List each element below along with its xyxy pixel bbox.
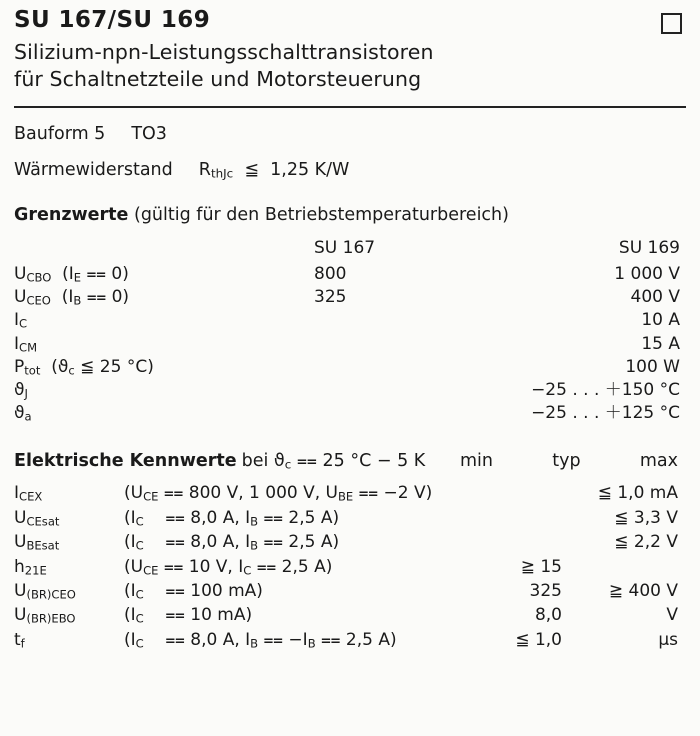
package-label: Bauform 5 <box>14 124 106 145</box>
col-header-max: max <box>639 451 678 472</box>
param-symbol: $h_{21E}$ <box>14 556 47 578</box>
electrical-table <box>14 482 686 653</box>
electrical-heading-cond: bei $ϑ_c$ ⩵ 25 °C − 5 K <box>241 451 426 472</box>
electrical-heading-bold: Elektrische Kennwerte <box>14 451 237 472</box>
param-condition: ($I_C$ ⩵ 8,0 A, $I_B$ ⩵ 2,5 A) <box>124 507 340 529</box>
package-value: TO3 <box>131 124 167 145</box>
limit-symbol-cell <box>14 333 314 356</box>
limit-symbol: $U_{CEO}$ <box>14 287 51 308</box>
param-condition: ($I_C$ ⩵ 100 mA) <box>124 581 263 602</box>
table-row <box>14 482 686 506</box>
param-condition: ($I_C$ ⩵ 8,0 A, $I_B$ ⩵ 2,5 A) <box>124 532 340 553</box>
param-max-value: ≦ 1,0 mA <box>597 483 678 504</box>
subtitle-line-2: für Schaltnetzteile und Motorsteuerung <box>14 67 422 92</box>
subtitle-line-1: Silizium-npn-Leistungsschalttransistoren <box>14 40 434 64</box>
param-symbol-sub: (BR)EBO <box>26 611 76 626</box>
param-max-value: ≦ 2,2 V <box>614 532 678 553</box>
limits-heading-bold: Grenzwerte <box>14 205 129 226</box>
limit-condition: ($I_B$ ⩵ 0) <box>61 287 130 308</box>
param-min-typ: 8,0 <box>534 605 562 626</box>
table-row <box>14 580 686 604</box>
thermal-value: 1,25 K/W <box>270 160 350 181</box>
param-min-typ: ≦ 1,0 <box>515 629 562 650</box>
param-min-typ <box>484 482 576 506</box>
limits-header-blank <box>14 237 314 263</box>
param-condition: ($I_C$ ⩵ 10 mA) <box>124 605 253 626</box>
param-max-value: ≧ 400 V <box>608 581 678 602</box>
limit-value-su169: 1 000 V <box>614 264 680 285</box>
col-header-min: min <box>460 451 494 472</box>
table-row <box>14 263 686 286</box>
param-condition: ($I_C$ ⩵ 8,0 A, $I_B$ ⩵ $-I_B$ ⩵ 2,5 A) <box>124 629 397 651</box>
param-min-typ: 325 <box>529 581 562 602</box>
param-max-value: ≦ 3,3 V <box>614 507 678 528</box>
electrical-col-headers <box>460 451 686 471</box>
limit-symbol-sub: a <box>24 409 32 424</box>
limit-value-su167: 325 <box>314 287 347 308</box>
limits-header-su167: SU 167 <box>314 238 376 259</box>
thermal-resistance-line <box>14 161 686 181</box>
table-row <box>14 531 686 555</box>
table-row <box>14 555 686 579</box>
limit-value-both: −25 . . . ＋125 °C <box>531 403 680 424</box>
thermal-relation: ≦ <box>244 160 259 181</box>
limits-section <box>0 205 700 425</box>
param-symbol: $U_{CEsat}$ <box>14 507 60 529</box>
page-header <box>0 0 700 93</box>
limit-symbol-sub: CEO <box>26 293 51 308</box>
limit-symbol-sub: J <box>24 386 28 401</box>
limit-symbol-cell <box>14 402 314 425</box>
package-info-block <box>0 125 700 181</box>
limit-symbol: $I_C$ <box>14 310 28 331</box>
limits-header-su169: SU 169 <box>618 238 680 259</box>
param-symbol-sub: 21E <box>24 563 47 578</box>
square-outline-icon <box>661 13 682 34</box>
limit-symbol-cell <box>14 379 314 402</box>
limit-symbol-cell <box>14 286 314 309</box>
limit-condition: ($ϑ_c$ ≦ 25 °C) <box>51 356 154 378</box>
param-symbol: $U_{(BR)CEO}$ <box>14 581 76 602</box>
limit-symbol: $U_{CBO}$ <box>14 264 52 285</box>
limit-symbol-cell <box>14 263 314 286</box>
table-row <box>14 506 686 530</box>
limits-heading-rest: (gültig für den Betriebstemperaturbereich) <box>134 205 509 226</box>
limit-symbol-sub: CBO <box>26 270 52 285</box>
limits-table <box>14 237 686 425</box>
table-row <box>14 628 686 652</box>
limit-symbol-sub: tot <box>24 363 41 378</box>
param-symbol: $I_{CEX}$ <box>14 483 43 504</box>
param-max-value: V <box>666 605 678 626</box>
title-row <box>14 8 686 34</box>
param-symbol-sub: (BR)CEO <box>26 587 76 602</box>
param-symbol: $U_{(BR)EBO}$ <box>14 605 76 626</box>
limit-symbol-cell <box>14 356 314 379</box>
table-row <box>14 309 686 332</box>
param-max-value: µs <box>658 629 678 650</box>
electrical-table-body <box>14 482 686 653</box>
param-min-typ <box>484 506 576 530</box>
limit-symbol-cell <box>14 309 314 332</box>
table-row <box>14 402 686 425</box>
limits-table-body <box>14 237 686 425</box>
limit-value-both: 10 A <box>641 310 680 331</box>
limit-condition: ($I_E$ ⩵ 0) <box>62 264 129 285</box>
electrical-heading <box>14 451 686 472</box>
page-title: SU 167/SU 169 <box>14 7 211 33</box>
limit-symbol: $I_{CM}$ <box>14 333 38 355</box>
thermal-label: Wärmewiderstand <box>14 160 173 181</box>
limit-symbol: $P_{tot}$ <box>14 356 41 378</box>
limit-value-su167: 800 <box>314 264 347 285</box>
limits-heading <box>14 205 686 225</box>
param-symbol-sub: CEsat <box>26 514 60 529</box>
limit-value-both: −25 . . . ＋150 °C <box>531 379 680 400</box>
param-condition: ($U_{CE}$ ⩵ 800 V, 1 000 V, $U_{BE}$ ⩵ −2 V) <box>124 483 433 504</box>
table-row <box>14 286 686 309</box>
param-symbol-sub: f <box>20 636 25 651</box>
limit-symbol-sub: CM <box>19 340 38 355</box>
thermal-symbol: $R_{thJc}$ <box>198 160 234 181</box>
limit-symbol-sub: C <box>19 316 28 331</box>
limit-symbol: $ϑ_a$ <box>14 403 32 424</box>
param-min-typ: ≧ 15 <box>520 556 562 577</box>
header-divider <box>14 106 686 108</box>
param-max-value <box>576 555 686 579</box>
limit-symbol: $ϑ_J$ <box>14 379 28 401</box>
table-row <box>14 333 686 356</box>
limit-value-su169: 400 V <box>630 287 680 308</box>
limits-header-row <box>14 237 686 263</box>
limit-value-both: 100 W <box>625 356 680 377</box>
param-min-typ <box>484 531 576 555</box>
param-symbol: $t_f$ <box>14 629 25 651</box>
table-row <box>14 379 686 402</box>
electrical-section <box>0 451 700 652</box>
param-symbol-sub: BEsat <box>26 538 60 553</box>
col-header-typ: typ <box>552 451 581 472</box>
param-condition: ($U_{CE}$ ⩵ 10 V, $I_C$ ⩵ 2,5 A) <box>124 556 333 578</box>
param-symbol: $U_{BEsat}$ <box>14 532 60 553</box>
table-row <box>14 356 686 379</box>
param-symbol-sub: CEX <box>19 489 43 504</box>
package-line <box>14 125 686 144</box>
thermal-symbol-sub: thJc <box>210 166 234 181</box>
table-row <box>14 604 686 628</box>
limit-value-both: 15 A <box>641 333 680 354</box>
document-subtitle <box>14 39 686 93</box>
